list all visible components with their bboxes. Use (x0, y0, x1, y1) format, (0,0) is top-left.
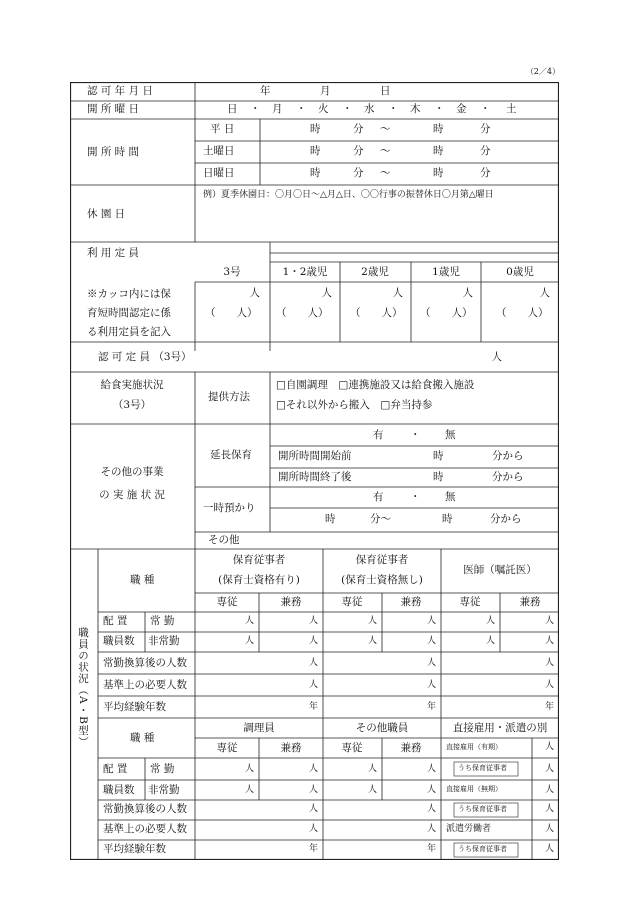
col-header-other-staff: その他職員 (355, 722, 409, 734)
extended-care-label: 延長保育 (210, 449, 252, 461)
t1-pt-c4[interactable]: 人 (426, 636, 436, 646)
t1-ft-c6[interactable]: 人 (544, 616, 554, 626)
day-thu[interactable]: 木 (410, 103, 421, 115)
day-separator: ・ (342, 103, 353, 115)
t1-conv-c3[interactable]: 人 (544, 658, 554, 668)
t1-ft-c1[interactable]: 人 (244, 616, 254, 626)
capacity-1-2yr-short[interactable]: （ 人） (276, 307, 329, 319)
facility-form (70, 82, 559, 860)
job-type-label-2: 職 種 (130, 732, 155, 744)
other-services-label: その他の事業 (100, 466, 164, 478)
capacity-col-0yr: 0歳児 (506, 266, 534, 278)
extended-separator: ・ (410, 429, 421, 441)
page-number: （2／4） (525, 67, 560, 76)
capacity-0yr-count[interactable]: 人 (539, 287, 550, 299)
t1-pt-c1[interactable]: 人 (244, 636, 254, 646)
day-separator: ・ (388, 103, 399, 115)
t1-req-c1[interactable]: 人 (308, 680, 318, 690)
approval-day: 日 (380, 85, 391, 97)
open-days-label: 開 所 曜 日 (87, 103, 140, 115)
capacity-3go-short[interactable]: （ 人） (205, 307, 258, 319)
temporary-end-hour[interactable]: 時 (442, 513, 453, 525)
meals-options-row2[interactable]: □それ以外から搬入 □弁当持参 (276, 399, 433, 411)
other-services-label-2: の 実 施 状 況 (99, 489, 165, 501)
t1-years-c3[interactable]: 年 (544, 702, 554, 712)
col-header-qualified: 保育従事者 (232, 554, 286, 566)
holidays-example[interactable]: 例）夏季休園日：〇月〇日～△月△日、〇〇行事の振替休日〇月第△曜日 (203, 190, 494, 200)
dispatched-count[interactable]: 人 (544, 824, 554, 834)
col-header-employment: 直接雇用・派遣の別 (452, 722, 548, 734)
direct-fixed-childcare-label: うち保育従事者 (458, 764, 507, 772)
fulltime-label: 常 勤 (150, 615, 175, 627)
capacity-col-1yr: 1歳児 (432, 266, 460, 278)
avg-years-label: 平均経験年数 (103, 701, 166, 713)
capacity-col-2yr: 2歳児 (361, 266, 389, 278)
weekday-label: 平 日 (210, 123, 235, 135)
temporary-separator: ・ (410, 491, 421, 503)
converted-count-label-2: 常勤換算後の人数 (103, 803, 187, 815)
t2-req-c2[interactable]: 人 (426, 824, 436, 834)
staff-count-label-2: 職員数 (103, 784, 135, 796)
t1-req-c3[interactable]: 人 (544, 680, 554, 690)
approval-month: 月 (320, 85, 331, 97)
t1-years-c1[interactable]: 年 (308, 702, 318, 712)
temporary-end-minute[interactable]: 分から (490, 513, 522, 525)
extended-before-label: 開所時間開始前 (278, 450, 352, 462)
qualified-dedicated-header: 専従 (216, 596, 238, 608)
dispatched-childcare-label: うち保育従事者 (458, 845, 507, 853)
doctor-concurrent-header: 兼務 (519, 596, 541, 608)
sunday-end-minute[interactable]: 分 (480, 167, 491, 179)
day-fri[interactable]: 金 (456, 103, 467, 115)
t1-conv-c2[interactable]: 人 (426, 658, 436, 668)
temporary-care-label: 一時預かり (203, 502, 256, 514)
dispatched-childcare-count[interactable]: 人 (544, 844, 554, 854)
saturday-end-hour[interactable]: 時 (433, 145, 444, 157)
extended-after-minute[interactable]: 分から (492, 471, 524, 483)
sunday-tilde: ～ (380, 167, 391, 179)
saturday-start-hour[interactable]: 時 (310, 145, 321, 157)
open-hours-label: 開 所 時 間 (87, 146, 140, 158)
weekday-start-hour[interactable]: 時 (310, 123, 321, 135)
capacity-note-line1: ※カッコ内には保 (87, 288, 171, 300)
col-header-cook: 調理員 (243, 722, 275, 734)
approval-year: 年 (260, 85, 271, 97)
capacity-note-line3: る利用定員を記入 (87, 326, 171, 338)
day-sun[interactable]: 日 (227, 103, 238, 115)
capacity-label: 利 用 定 員 (87, 247, 140, 259)
other-concurrent-header: 兼務 (400, 742, 422, 754)
temporary-hour[interactable]: 時 (325, 513, 336, 525)
t2-ft-c3[interactable]: 人 (367, 764, 377, 774)
t2-pt-c1[interactable]: 人 (244, 785, 254, 795)
extended-before-minute[interactable]: 分から (492, 450, 524, 462)
extended-before-hour[interactable]: 時 (433, 450, 444, 462)
approval-date-label: 認 可 年 月 日 (87, 85, 153, 97)
direct-fixed-term-count[interactable]: 人 (544, 742, 554, 752)
unqualified-concurrent-header: 兼務 (400, 596, 422, 608)
job-type-label: 職 種 (130, 574, 155, 586)
extended-after-hour[interactable]: 時 (433, 471, 444, 483)
day-tue[interactable]: 火 (318, 103, 329, 115)
staff-count-label: 職員数 (103, 635, 135, 647)
t2-ft-c2[interactable]: 人 (308, 764, 318, 774)
extended-yes[interactable]: 有 (373, 429, 384, 441)
t2-req-c1[interactable]: 人 (308, 824, 318, 834)
day-mon[interactable]: 月 (272, 103, 283, 115)
capacity-note-line2: 育短時間認定に係 (87, 307, 171, 319)
required-count-label: 基準上の必要人数 (103, 679, 187, 691)
direct-fixed-childcare-count[interactable]: 人 (544, 764, 554, 774)
temporary-yes[interactable]: 有 (373, 491, 384, 503)
meals-label-3go: （3号） (112, 399, 152, 411)
temporary-no[interactable]: 無 (445, 491, 456, 503)
capacity-2yr-count[interactable]: 人 (392, 287, 403, 299)
capacity-2yr-short[interactable]: （ 人） (350, 307, 403, 319)
direct-open-childcare-count[interactable]: 人 (544, 804, 554, 814)
t1-ft-c2[interactable]: 人 (308, 616, 318, 626)
extended-no[interactable]: 無 (445, 429, 456, 441)
capacity-col-3go: 3号 (223, 266, 241, 278)
fulltime-label-2: 常 勤 (150, 763, 175, 775)
day-separator: ・ (296, 103, 307, 115)
t2-years-c2[interactable]: 年 (426, 844, 436, 854)
capacity-col-1-2yr: 1・2歳児 (282, 266, 328, 278)
t2-conv-c2[interactable]: 人 (426, 804, 436, 814)
qualified-concurrent-header: 兼務 (280, 596, 302, 608)
t2-ft-c1[interactable]: 人 (244, 764, 254, 774)
placement-label-2: 配 置 (103, 763, 128, 775)
t1-pt-c5[interactable]: 人 (485, 636, 495, 646)
doctor-dedicated-header: 専従 (459, 596, 481, 608)
unqualified-dedicated-header: 専従 (341, 596, 363, 608)
converted-count-label: 常勤換算後の人数 (103, 657, 187, 669)
day-wed[interactable]: 水 (364, 103, 375, 115)
meals-options-row1[interactable]: □自園調理 □連携施設又は給食搬入施設 (276, 379, 475, 391)
t2-pt-c4[interactable]: 人 (426, 785, 436, 795)
t1-pt-c2[interactable]: 人 (308, 636, 318, 646)
t1-conv-c1[interactable]: 人 (308, 658, 318, 668)
approved-capacity-label: 認 可 定 員 （3号） (98, 351, 192, 363)
saturday-tilde: ～ (380, 145, 391, 157)
other-service-label: その他 (208, 534, 240, 546)
col-header-qualified-sub: (保育士資格有り) (218, 574, 300, 586)
capacity-1yr-short[interactable]: （ 人） (420, 307, 473, 319)
col-header-unqualified-sub: (保育士資格無し) (341, 574, 423, 586)
avg-years-label-2: 平均経験年数 (103, 843, 166, 855)
day-separator: ・ (480, 103, 491, 115)
saturday-label: 土曜日 (203, 145, 235, 157)
cook-dedicated-header: 専従 (216, 742, 238, 754)
holidays-label: 休 園 日 (87, 208, 126, 220)
t2-conv-c1[interactable]: 人 (308, 804, 318, 814)
weekday-tilde: ～ (380, 123, 391, 135)
t2-ft-c4[interactable]: 人 (426, 764, 436, 774)
cook-concurrent-header: 兼務 (280, 742, 302, 754)
extended-after-label: 開所時間終了後 (278, 471, 352, 483)
day-separator: ・ (250, 103, 261, 115)
sunday-end-hour[interactable]: 時 (433, 167, 444, 179)
day-sat[interactable]: 土 (506, 103, 517, 115)
meals-label: 給食実施状況 (100, 379, 164, 391)
capacity-1yr-count[interactable]: 人 (462, 287, 473, 299)
t1-ft-c3[interactable]: 人 (367, 616, 377, 626)
t1-req-c2[interactable]: 人 (426, 680, 436, 690)
sunday-label: 日曜日 (203, 167, 235, 179)
direct-open-childcare-label: うち保育従事者 (458, 805, 507, 813)
t2-pt-c3[interactable]: 人 (367, 785, 377, 795)
placement-label: 配 置 (103, 615, 128, 627)
sunday-start-hour[interactable]: 時 (310, 167, 321, 179)
saturday-end-minute[interactable]: 分 (480, 145, 491, 157)
direct-open-term-count[interactable]: 人 (544, 785, 554, 795)
sunday-start-minute[interactable]: 分 (353, 167, 364, 179)
staff-section-label: 職員の状況（A・B型） (77, 627, 89, 748)
t1-pt-c6[interactable]: 人 (544, 636, 554, 646)
t1-ft-c4[interactable]: 人 (426, 616, 436, 626)
approved-capacity-count[interactable]: 人 (491, 351, 502, 363)
other-dedicated-header: 専従 (341, 742, 363, 754)
parttime-label: 非常勤 (148, 635, 180, 647)
day-separator: ・ (434, 103, 445, 115)
t1-ft-c5[interactable]: 人 (485, 616, 495, 626)
capacity-1-2yr-count[interactable]: 人 (321, 287, 332, 299)
weekday-end-minute[interactable]: 分 (480, 123, 491, 135)
weekday-end-hour[interactable]: 時 (433, 123, 444, 135)
t1-pt-c3[interactable]: 人 (367, 636, 377, 646)
meals-method-label: 提供方法 (208, 391, 250, 403)
t1-years-c2[interactable]: 年 (426, 702, 436, 712)
weekday-start-minute[interactable]: 分 (353, 123, 364, 135)
t2-years-c1[interactable]: 年 (308, 844, 318, 854)
parttime-label-2: 非常勤 (148, 784, 180, 796)
dispatched-label: 派遣労働者 (446, 824, 492, 834)
required-count-label-2: 基準上の必要人数 (103, 823, 187, 835)
col-header-doctor: 医師（嘱託医） (463, 564, 537, 576)
direct-open-term-label: 直接雇用（無期） (446, 785, 502, 793)
t2-pt-c2[interactable]: 人 (308, 785, 318, 795)
saturday-start-minute[interactable]: 分 (353, 145, 364, 157)
temporary-minute[interactable]: 分～ (370, 513, 391, 525)
col-header-unqualified: 保育従事者 (355, 554, 409, 566)
sub-label-boxes (70, 82, 559, 860)
capacity-3go-count[interactable]: 人 (249, 287, 260, 299)
capacity-0yr-short[interactable]: （ 人） (496, 307, 549, 319)
direct-fixed-term-label: 直接雇用（有期） (446, 743, 502, 751)
